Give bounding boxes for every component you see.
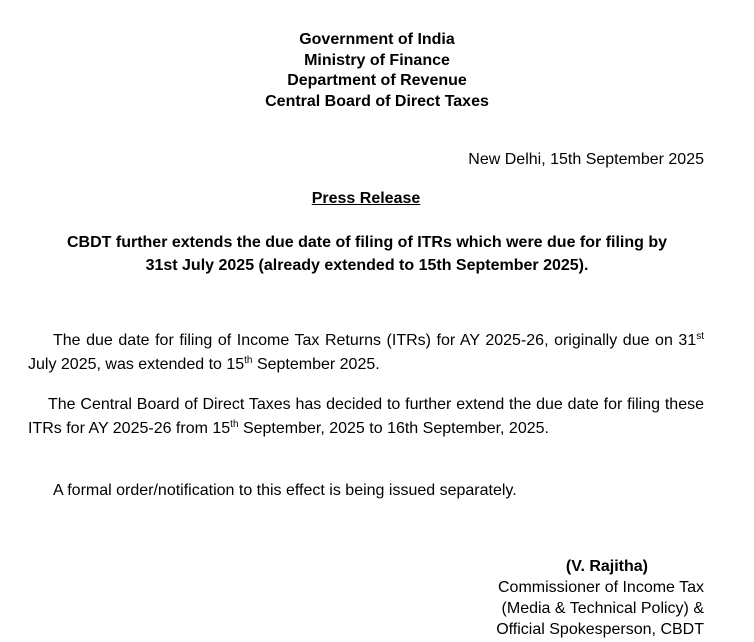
paragraph-1-text-a: The due date for filing of Income Tax Returns (ITRs) for AY 2025-26, originally due on 31 xyxy=(53,332,697,349)
paragraph-1-sup-a: st xyxy=(696,331,704,342)
header-government: Government of India xyxy=(299,31,455,48)
subject-line-2: 31st July 2025 (already extended to 15th September 2025). xyxy=(145,257,589,274)
subject-heading xyxy=(22,231,712,277)
paragraph-2 xyxy=(28,393,704,440)
paragraph-2-text-b: September, 2025 to 16th September, 2025. xyxy=(238,419,549,437)
signatory-title-2: (Media & Technical Policy) & xyxy=(501,600,704,617)
dateline: New Delhi, 15th September 2025 xyxy=(468,151,704,168)
header-ministry: Ministry of Finance xyxy=(304,51,450,69)
signature-block xyxy=(496,556,704,640)
paragraph-3: A formal order/notification to this effect is being issued separately. xyxy=(53,482,517,499)
paragraph-1-text-b: July 2025, was extended to 15 xyxy=(28,355,245,373)
signatory-title-1: Commissioner of Income Tax xyxy=(498,579,704,596)
paragraph-1-text-c: September 2025. xyxy=(252,355,380,373)
paragraph-1 xyxy=(28,329,704,376)
signatory-name: (V. Rajitha) xyxy=(565,558,648,575)
header-board: Central Board of Direct Taxes xyxy=(265,92,489,110)
press-release-title: Press Release xyxy=(311,190,421,207)
paragraph-2-sup-a: th xyxy=(230,418,239,430)
signatory-title-3: Official Spokesperson, CBDT xyxy=(496,621,704,638)
header-department: Department of Revenue xyxy=(287,72,467,89)
subject-line-1: CBDT further extends the due date of filing of ITRs which were due for filing by xyxy=(66,234,668,251)
document-header xyxy=(0,30,754,112)
paragraph-2-text-a: The Central Board of Direct Taxes has decided to further extend the due date for filing these ITRs for AY 2025-26 from 15 xyxy=(28,396,704,437)
paragraph-1-sup-b: th xyxy=(244,354,253,366)
